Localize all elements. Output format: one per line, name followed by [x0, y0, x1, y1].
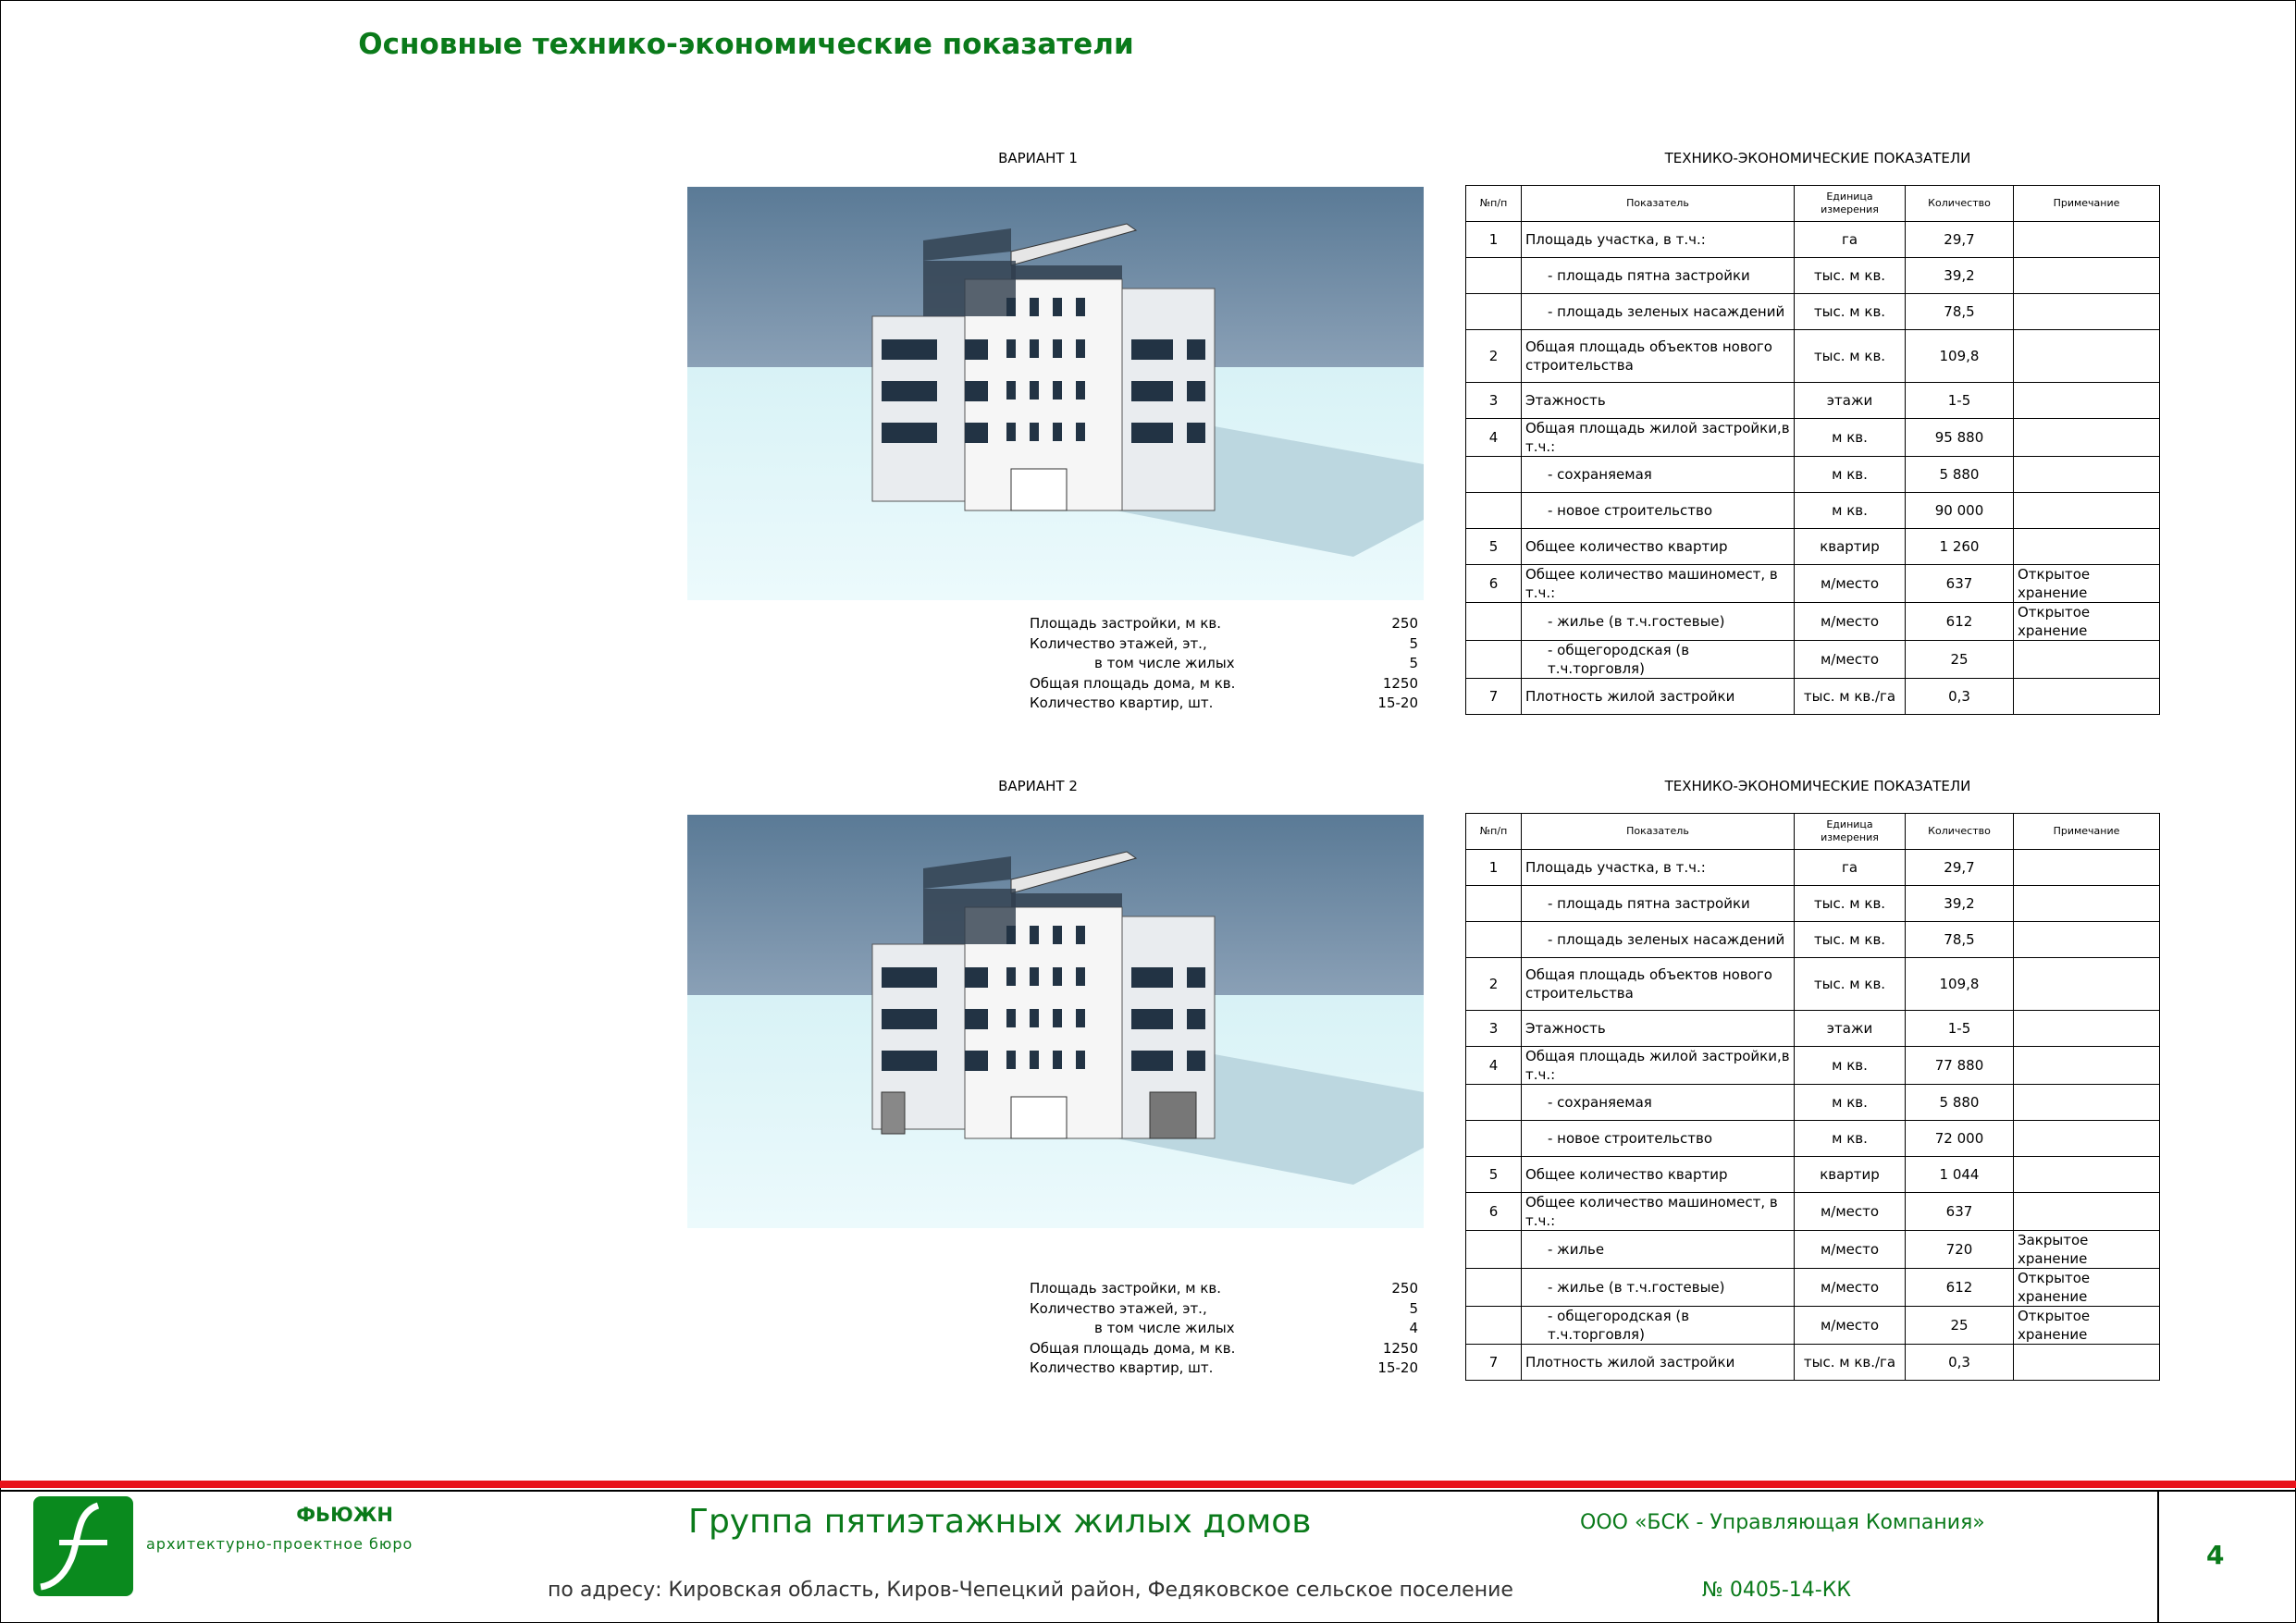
- row-qty-cell: 612: [1906, 603, 2014, 641]
- row-note-cell: [2014, 1011, 2160, 1047]
- row-unit-cell: тыс. м кв.: [1795, 958, 1906, 1011]
- table-row: [1466, 1231, 2160, 1269]
- row-unit-cell: м кв.: [1795, 419, 1906, 457]
- row-num-cell: 1: [1466, 222, 1522, 258]
- row-qty-cell: 612: [1906, 1269, 2014, 1307]
- row-indicator-cell: - новое строительство: [1522, 493, 1795, 529]
- table-row: [1466, 1011, 2160, 1047]
- row-unit-cell: м кв.: [1795, 457, 1906, 493]
- row-unit-cell: м кв.: [1795, 1047, 1906, 1085]
- row-note-cell: [2014, 258, 2160, 294]
- row-note-cell: Закрытое хранение: [2014, 1231, 2160, 1269]
- variant-2-tep-table: [1465, 813, 2160, 1381]
- row-note-cell: [2014, 922, 2160, 958]
- row-num-cell: 5: [1466, 1157, 1522, 1193]
- footer-page-divider: [2157, 1490, 2159, 1622]
- row-note-cell: [2014, 679, 2160, 715]
- row-num-cell: 6: [1466, 565, 1522, 603]
- variant-1-label: ВАРИАНТ 1: [998, 150, 1078, 166]
- row-qty-cell: 1-5: [1906, 383, 2014, 419]
- row-unit-cell: м кв.: [1795, 1121, 1906, 1157]
- row-qty-cell: 90 000: [1906, 493, 2014, 529]
- row-note-cell: Открытое хранение: [2014, 1269, 2160, 1307]
- row-num-cell: [1466, 457, 1522, 493]
- row-unit-cell: этажи: [1795, 383, 1906, 419]
- row-indicator-cell: - сохраняемая: [1522, 1085, 1795, 1121]
- row-qty-cell: 637: [1906, 1193, 2014, 1231]
- page-number: 4: [2206, 1540, 2225, 1570]
- table-row: [1466, 294, 2160, 330]
- row-unit-cell: тыс. м кв./га: [1795, 679, 1906, 715]
- row-unit-cell: м кв.: [1795, 1085, 1906, 1121]
- table-row: [1466, 1157, 2160, 1193]
- row-indicator-cell: Плотность жилой застройки: [1522, 679, 1795, 715]
- table-row: [1466, 457, 2160, 493]
- row-qty-cell: 637: [1906, 565, 2014, 603]
- building-render-image: [687, 187, 1424, 600]
- table-row: [1466, 958, 2160, 1011]
- row-indicator-cell: - площадь зеленых насаждений: [1522, 922, 1795, 958]
- row-indicator-cell: Общая площадь жилой застройки,в т.ч.:: [1522, 419, 1795, 457]
- row-note-cell: [2014, 886, 2160, 922]
- table-row: [1466, 493, 2160, 529]
- header-qty: Количество: [1906, 186, 2014, 222]
- row-indicator-cell: Этажность: [1522, 383, 1795, 419]
- row-num-cell: [1466, 1121, 1522, 1157]
- variant-1-render: [687, 187, 1424, 600]
- table-row: [1466, 419, 2160, 457]
- row-indicator-cell: - площадь зеленых насаждений: [1522, 294, 1795, 330]
- row-num-cell: 2: [1466, 330, 1522, 383]
- summary-row: в том числе жилых 4: [1094, 1320, 1418, 1336]
- row-unit-cell: м/место: [1795, 565, 1906, 603]
- header-indicator: Показатель: [1522, 814, 1795, 850]
- row-num-cell: [1466, 922, 1522, 958]
- row-indicator-cell: Общее количество машиномест, в т.ч.:: [1522, 565, 1795, 603]
- row-num-cell: 4: [1466, 419, 1522, 457]
- row-unit-cell: м/место: [1795, 1193, 1906, 1231]
- summary-row: Площадь застройки, м кв. 250: [1030, 615, 1418, 632]
- row-num-cell: [1466, 294, 1522, 330]
- summary-row: Количество этажей, эт., 5: [1030, 1299, 1418, 1317]
- row-unit-cell: м/место: [1795, 1231, 1906, 1269]
- variant-2-render: [687, 815, 1424, 1228]
- table-row: [1466, 1047, 2160, 1085]
- page-title: Основные технико-экономические показатели: [358, 28, 1134, 61]
- summary-row: Количество квартир, шт. 15-20: [1030, 1359, 1418, 1376]
- row-note-cell: [2014, 850, 2160, 886]
- project-title: Группа пятиэтажных жилых домов: [688, 1503, 1312, 1541]
- row-num-cell: [1466, 1269, 1522, 1307]
- row-qty-cell: 29,7: [1906, 850, 2014, 886]
- variant-2-tep-label: ТЕХНИКО-ЭКОНОМИЧЕСКИЕ ПОКАЗАТЕЛИ: [1664, 778, 1971, 794]
- document-number: № 0405-14-КК: [1702, 1579, 1851, 1602]
- row-note-cell: [2014, 1345, 2160, 1381]
- header-unit: Единица измерения: [1795, 814, 1906, 850]
- row-note-cell: [2014, 641, 2160, 679]
- row-indicator-cell: Площадь участка, в т.ч.:: [1522, 850, 1795, 886]
- row-num-cell: [1466, 886, 1522, 922]
- variant-2-rows: [1466, 850, 2160, 1381]
- row-unit-cell: га: [1795, 850, 1906, 886]
- row-num-cell: 2: [1466, 958, 1522, 1011]
- header-qty: Количество: [1906, 814, 2014, 850]
- firm-name: ФЬЮЖН: [296, 1504, 393, 1526]
- table-row: [1466, 1345, 2160, 1381]
- client-company: ООО «БСК - Управляющая Компания»: [1580, 1511, 1985, 1534]
- summary-row: Общая площадь дома, м кв. 1250: [1030, 1339, 1418, 1357]
- row-note-cell: [2014, 222, 2160, 258]
- row-num-cell: [1466, 641, 1522, 679]
- row-indicator-cell: - общегородская (в т.ч.торговля): [1522, 1307, 1795, 1345]
- header-indicator: Показатель: [1522, 186, 1795, 222]
- project-address: по адресу: Кировская область, Киров-Чепецкий район, Федяковское сельское поселение: [548, 1579, 1513, 1602]
- fusion-logo-icon: [33, 1496, 133, 1596]
- row-note-cell: Открытое хранение: [2014, 603, 2160, 641]
- row-unit-cell: квартир: [1795, 1157, 1906, 1193]
- row-unit-cell: тыс. м кв./га: [1795, 1345, 1906, 1381]
- row-note-cell: Открытое хранение: [2014, 565, 2160, 603]
- row-num-cell: 7: [1466, 1345, 1522, 1381]
- row-unit-cell: м кв.: [1795, 493, 1906, 529]
- variant-1-tep-table: [1465, 185, 2160, 715]
- building-render-image: [687, 815, 1424, 1228]
- row-indicator-cell: Общее количество квартир: [1522, 529, 1795, 565]
- row-qty-cell: 109,8: [1906, 330, 2014, 383]
- variant-1-summary: [1030, 614, 1418, 714]
- table-row: [1466, 1307, 2160, 1345]
- row-qty-cell: 1 044: [1906, 1157, 2014, 1193]
- row-num-cell: [1466, 1085, 1522, 1121]
- row-indicator-cell: - жилье: [1522, 1231, 1795, 1269]
- row-qty-cell: 72 000: [1906, 1121, 2014, 1157]
- row-indicator-cell: Этажность: [1522, 1011, 1795, 1047]
- row-qty-cell: 720: [1906, 1231, 2014, 1269]
- row-unit-cell: квартир: [1795, 529, 1906, 565]
- variant-2-summary: [1030, 1279, 1418, 1379]
- row-indicator-cell: Общая площадь жилой застройки,в т.ч.:: [1522, 1047, 1795, 1085]
- row-note-cell: [2014, 1085, 2160, 1121]
- summary-row: Площадь застройки, м кв. 250: [1030, 1280, 1418, 1297]
- row-num-cell: [1466, 258, 1522, 294]
- row-note-cell: [2014, 294, 2160, 330]
- row-qty-cell: 25: [1906, 1307, 2014, 1345]
- row-unit-cell: м/место: [1795, 1307, 1906, 1345]
- row-indicator-cell: - сохраняемая: [1522, 457, 1795, 493]
- row-indicator-cell: Общее количество квартир: [1522, 1157, 1795, 1193]
- table-row: [1466, 1121, 2160, 1157]
- row-num-cell: [1466, 493, 1522, 529]
- row-num-cell: 1: [1466, 850, 1522, 886]
- row-unit-cell: м/место: [1795, 641, 1906, 679]
- row-qty-cell: 39,2: [1906, 886, 2014, 922]
- firm-subtitle: архитектурно-проектное бюро: [146, 1535, 414, 1553]
- table-row: [1466, 679, 2160, 715]
- row-qty-cell: 1-5: [1906, 1011, 2014, 1047]
- table-row: [1466, 222, 2160, 258]
- table-row: [1466, 1269, 2160, 1307]
- row-indicator-cell: Общее количество машиномест, в т.ч.:: [1522, 1193, 1795, 1231]
- footer-divider: [0, 1490, 2296, 1492]
- header-unit: Единица измерения: [1795, 186, 1906, 222]
- row-qty-cell: 0,3: [1906, 1345, 2014, 1381]
- row-indicator-cell: Площадь участка, в т.ч.:: [1522, 222, 1795, 258]
- row-qty-cell: 25: [1906, 641, 2014, 679]
- row-note-cell: [2014, 493, 2160, 529]
- row-num-cell: 3: [1466, 383, 1522, 419]
- summary-row: Количество этажей, эт., 5: [1030, 634, 1418, 652]
- row-note-cell: [2014, 383, 2160, 419]
- summary-row: в том числе жилых 5: [1094, 655, 1418, 671]
- table-row: [1466, 1193, 2160, 1231]
- row-num-cell: 3: [1466, 1011, 1522, 1047]
- row-note-cell: [2014, 529, 2160, 565]
- table-row: [1466, 922, 2160, 958]
- row-indicator-cell: - новое строительство: [1522, 1121, 1795, 1157]
- row-indicator-cell: - площадь пятна застройки: [1522, 258, 1795, 294]
- row-unit-cell: тыс. м кв.: [1795, 258, 1906, 294]
- row-qty-cell: 29,7: [1906, 222, 2014, 258]
- table-row: [1466, 330, 2160, 383]
- table-row: [1466, 383, 2160, 419]
- summary-row: Общая площадь дома, м кв. 1250: [1030, 674, 1418, 692]
- row-qty-cell: 95 880: [1906, 419, 2014, 457]
- header-num: №п/п: [1466, 186, 1522, 222]
- row-qty-cell: 0,3: [1906, 679, 2014, 715]
- table-row: [1466, 850, 2160, 886]
- row-indicator-cell: Общая площадь объектов нового строительства: [1522, 330, 1795, 383]
- header-note: Примечание: [2014, 814, 2160, 850]
- variant-1-rows: [1466, 222, 2160, 715]
- row-note-cell: [2014, 1121, 2160, 1157]
- row-unit-cell: тыс. м кв.: [1795, 886, 1906, 922]
- row-qty-cell: 77 880: [1906, 1047, 2014, 1085]
- row-note-cell: [2014, 1193, 2160, 1231]
- row-qty-cell: 5 880: [1906, 1085, 2014, 1121]
- header-num: №п/п: [1466, 814, 1522, 850]
- table-row: [1466, 565, 2160, 603]
- row-note-cell: [2014, 1157, 2160, 1193]
- row-num-cell: 6: [1466, 1193, 1522, 1231]
- table-row: [1466, 258, 2160, 294]
- row-num-cell: [1466, 1307, 1522, 1345]
- row-unit-cell: м/место: [1795, 1269, 1906, 1307]
- row-qty-cell: 39,2: [1906, 258, 2014, 294]
- row-num-cell: 7: [1466, 679, 1522, 715]
- row-qty-cell: 1 260: [1906, 529, 2014, 565]
- row-note-cell: [2014, 419, 2160, 457]
- row-note-cell: Открытое хранение: [2014, 1307, 2160, 1345]
- row-indicator-cell: Плотность жилой застройки: [1522, 1345, 1795, 1381]
- row-num-cell: [1466, 603, 1522, 641]
- footer-red-line: [0, 1481, 2296, 1488]
- variant-1-tep-label: ТЕХНИКО-ЭКОНОМИЧЕСКИЕ ПОКАЗАТЕЛИ: [1664, 150, 1971, 166]
- row-qty-cell: 109,8: [1906, 958, 2014, 1011]
- row-unit-cell: этажи: [1795, 1011, 1906, 1047]
- variant-2-label: ВАРИАНТ 2: [998, 778, 1078, 794]
- row-unit-cell: м/место: [1795, 603, 1906, 641]
- row-indicator-cell: - общегородская (в т.ч.торговля): [1522, 641, 1795, 679]
- summary-row: Количество квартир, шт. 15-20: [1030, 695, 1418, 711]
- row-unit-cell: тыс. м кв.: [1795, 922, 1906, 958]
- row-note-cell: [2014, 330, 2160, 383]
- table-row: [1466, 529, 2160, 565]
- row-unit-cell: га: [1795, 222, 1906, 258]
- row-qty-cell: 78,5: [1906, 294, 2014, 330]
- table-header-row: [1466, 814, 2160, 850]
- table-row: [1466, 603, 2160, 641]
- table-row: [1466, 886, 2160, 922]
- row-qty-cell: 5 880: [1906, 457, 2014, 493]
- row-unit-cell: тыс. м кв.: [1795, 294, 1906, 330]
- row-note-cell: [2014, 457, 2160, 493]
- row-num-cell: [1466, 1231, 1522, 1269]
- row-num-cell: 4: [1466, 1047, 1522, 1085]
- row-indicator-cell: - площадь пятна застройки: [1522, 886, 1795, 922]
- table-header-row: [1466, 186, 2160, 222]
- row-note-cell: [2014, 1047, 2160, 1085]
- row-unit-cell: тыс. м кв.: [1795, 330, 1906, 383]
- table-row: [1466, 1085, 2160, 1121]
- row-qty-cell: 78,5: [1906, 922, 2014, 958]
- row-note-cell: [2014, 958, 2160, 1011]
- header-note: Примечание: [2014, 186, 2160, 222]
- row-indicator-cell: Общая площадь объектов нового строительства: [1522, 958, 1795, 1011]
- row-indicator-cell: - жилье (в т.ч.гостевые): [1522, 603, 1795, 641]
- row-num-cell: 5: [1466, 529, 1522, 565]
- table-row: [1466, 641, 2160, 679]
- row-indicator-cell: - жилье (в т.ч.гостевые): [1522, 1269, 1795, 1307]
